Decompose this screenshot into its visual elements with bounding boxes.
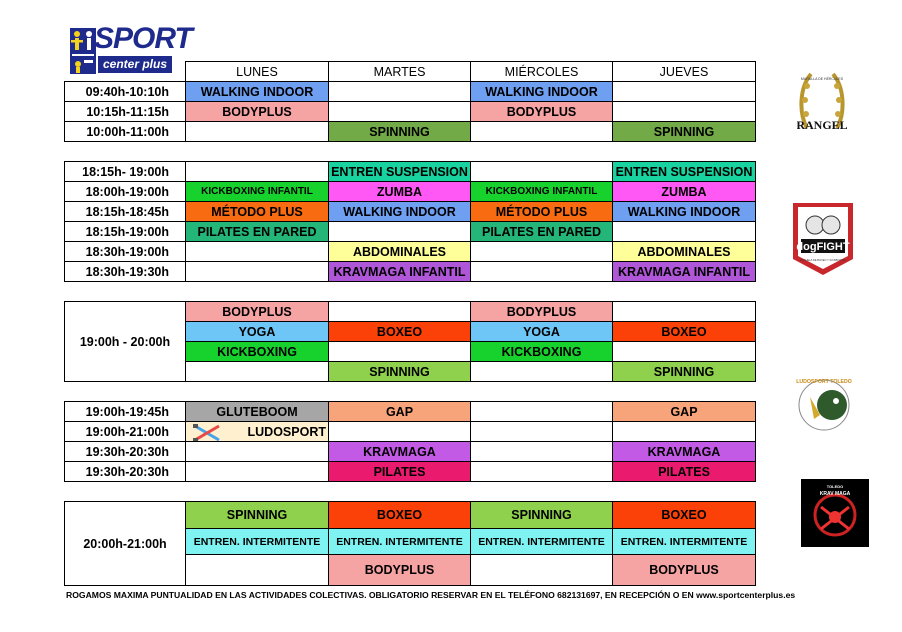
- class-cell: PILATES: [329, 462, 471, 482]
- class-cell: [186, 462, 329, 482]
- class-cell: SPINNING: [471, 502, 613, 529]
- table-row: [65, 502, 756, 529]
- day-header-lunes: LUNES: [186, 62, 329, 82]
- table-row: [65, 182, 756, 202]
- table-row: [65, 202, 756, 222]
- table-row: [65, 262, 756, 282]
- time-slot: 19:00h-21:00h: [65, 422, 186, 442]
- class-cell: [471, 362, 613, 382]
- class-cell: [471, 122, 613, 142]
- time-slot: 18:30h-19:00h: [65, 242, 186, 262]
- laurel-wreath-icon: [797, 66, 847, 140]
- class-cell: KICKBOXING INFANTIL: [471, 182, 613, 202]
- class-cell: [186, 162, 329, 182]
- class-cell: [613, 102, 756, 122]
- class-cell: MÉTODO PLUS: [471, 202, 613, 222]
- class-cell: BODYPLUS: [329, 555, 471, 586]
- class-cell: [471, 162, 613, 182]
- class-cell: WALKING INDOOR: [471, 82, 613, 102]
- class-cell: [329, 102, 471, 122]
- class-cell: BOXEO: [329, 322, 471, 342]
- time-slot: 20:00h-21:00h: [65, 502, 186, 586]
- class-cell: BODYPLUS: [186, 302, 329, 322]
- time-slot: 18:15h- 19:00h: [65, 162, 186, 182]
- ludosport-emblem-icon: [788, 375, 860, 435]
- class-cell: YOGA: [186, 322, 329, 342]
- class-cell: [613, 302, 756, 322]
- class-cell: [329, 302, 471, 322]
- class-cell: ZUMBA: [329, 182, 471, 202]
- shield-icon: [791, 201, 855, 277]
- class-cell: [186, 362, 329, 382]
- table-row: [65, 462, 756, 482]
- kravmaga-name-text: KRAV MAGA: [819, 491, 851, 497]
- class-cell: [471, 422, 613, 442]
- class-cell: [471, 442, 613, 462]
- class-cell: PILATES EN PARED: [186, 222, 329, 242]
- class-cell: [471, 402, 613, 422]
- table-row: [65, 442, 756, 462]
- table-row: [65, 402, 756, 422]
- logo-center-plus-text: center plus: [98, 56, 172, 73]
- class-cell: SPINNING: [613, 122, 756, 142]
- class-cell: PILATES: [613, 462, 756, 482]
- class-cell: KRAVMAGA: [613, 442, 756, 462]
- class-cell: [329, 82, 471, 102]
- class-cell: BODYPLUS: [471, 102, 613, 122]
- time-slot: 19:30h-20:30h: [65, 442, 186, 462]
- class-cell: SPINNING: [613, 362, 756, 382]
- class-cell: WALKING INDOOR: [329, 202, 471, 222]
- class-cell: [613, 82, 756, 102]
- class-cell: BOXEO: [329, 502, 471, 529]
- ludosport-name-text: LUDOSPORT TOLEDO: [796, 379, 852, 385]
- logo-sport-text: SPORT: [94, 22, 192, 55]
- kravmaga-emblem-icon: [801, 479, 869, 547]
- table-row: [65, 162, 756, 182]
- ludosport-logo: [788, 375, 860, 435]
- class-cell: GAP: [329, 402, 471, 422]
- class-cell: [186, 122, 329, 142]
- class-cell: [613, 222, 756, 242]
- class-cell: BOXEO: [613, 502, 756, 529]
- class-cell: KRAVMAGA INFANTIL: [329, 262, 471, 282]
- class-cell: KICKBOXING: [471, 342, 613, 362]
- table-row: [65, 302, 756, 322]
- class-cell: ENTREN. INTERMITENTE: [329, 529, 471, 555]
- class-cell: [329, 342, 471, 362]
- dogfight-sub-text: ESCUELA DE BOXEO Y KICKBOXING: [800, 259, 846, 262]
- class-cell: SPINNING: [186, 502, 329, 529]
- time-slot: 18:30h-19:30h: [65, 262, 186, 282]
- class-cell: GAP: [613, 402, 756, 422]
- day-header-jueves: JUEVES: [613, 62, 756, 82]
- time-slot: 19:30h-20:30h: [65, 462, 186, 482]
- schedule-block-evening-2: [64, 401, 756, 482]
- class-label: LUDOSPORT: [247, 424, 326, 439]
- class-cell: [329, 222, 471, 242]
- class-cell: BOXEO: [613, 322, 756, 342]
- class-cell: [471, 262, 613, 282]
- class-cell: SPINNING: [329, 362, 471, 382]
- class-cell: BODYPLUS: [471, 302, 613, 322]
- class-cell: [329, 422, 471, 442]
- class-cell: BODYPLUS: [613, 555, 756, 586]
- class-cell: ZUMBA: [613, 182, 756, 202]
- rangel-top-text: MURALLA DE HÉRCULES: [800, 77, 844, 81]
- class-cell: [186, 242, 329, 262]
- class-cell: GLUTEBOOM: [186, 402, 329, 422]
- class-cell: BODYPLUS: [186, 102, 329, 122]
- table-row: [65, 102, 756, 122]
- time-slot: 10:15h-11:15h: [65, 102, 186, 122]
- class-cell: ENTREN. INTERMITENTE: [186, 529, 329, 555]
- rangel-logo: [797, 66, 847, 140]
- table-row: [65, 242, 756, 262]
- day-header-martes: MARTES: [329, 62, 471, 82]
- class-cell: ABDOMINALES: [329, 242, 471, 262]
- time-slot: 19:00h - 20:00h: [65, 302, 186, 382]
- class-cell: [186, 555, 329, 586]
- class-cell: ENTREN SUSPENSION: [613, 162, 756, 182]
- time-slot: 18:15h-18:45h: [65, 202, 186, 222]
- time-slot: 09:40h-10:10h: [65, 82, 186, 102]
- table-row: [65, 422, 756, 442]
- class-cell: [471, 462, 613, 482]
- schedule-block-night: [64, 501, 756, 586]
- class-cell: KRAVMAGA: [329, 442, 471, 462]
- class-cell: KICKBOXING INFANTIL: [186, 182, 329, 202]
- schedule-block-morning: [64, 61, 756, 142]
- time-slot: 19:00h-19:45h: [65, 402, 186, 422]
- class-cell: ENTREN. INTERMITENTE: [613, 529, 756, 555]
- rangel-name-text: RANGEL: [797, 118, 847, 132]
- schedule-block-afternoon: [64, 161, 756, 282]
- time-slot: 10:00h-11:00h: [65, 122, 186, 142]
- class-cell: MÉTODO PLUS: [186, 202, 329, 222]
- day-header-miercoles: MIÉRCOLES: [471, 62, 613, 82]
- header-empty: [65, 62, 186, 82]
- class-cell: KICKBOXING: [186, 342, 329, 362]
- class-cell: ABDOMINALES: [613, 242, 756, 262]
- class-cell: YOGA: [471, 322, 613, 342]
- time-slot: 18:00h-19:00h: [65, 182, 186, 202]
- class-cell: [613, 342, 756, 362]
- time-slot: 18:15h-19:00h: [65, 222, 186, 242]
- footer-notice: ROGAMOS MAXIMA PUNTUALIDAD EN LAS ACTIVIDADES COLECTIVAS. OBLIGATORIO RESERVAR EN EL TELÉFONO 682131697, EN RECEPCIÓN O EN www.sportcenterplus.es: [66, 590, 796, 600]
- crossed-swords-icon: [192, 423, 224, 442]
- class-cell: PILATES EN PARED: [471, 222, 613, 242]
- table-row: [65, 82, 756, 102]
- class-cell: ENTREN. INTERMITENTE: [471, 529, 613, 555]
- table-row: [65, 122, 756, 142]
- class-cell: [471, 555, 613, 586]
- class-cell: [186, 262, 329, 282]
- class-cell: [186, 442, 329, 462]
- class-cell: [613, 422, 756, 442]
- kravmaga-top-text: TOLEDO: [826, 484, 844, 489]
- table-row: [65, 222, 756, 242]
- class-cell: KRAVMAGA INFANTIL: [613, 262, 756, 282]
- class-cell: SPINNING: [329, 122, 471, 142]
- schedule-block-evening-1: [64, 301, 756, 382]
- dogfight-name-text: dogFIGHT: [796, 241, 850, 253]
- kravmaga-logo: [801, 479, 869, 547]
- class-cell: ENTREN SUSPENSION: [329, 162, 471, 182]
- class-cell-ludosport: [186, 422, 329, 442]
- class-cell: WALKING INDOOR: [613, 202, 756, 222]
- dogfight-logo: [791, 201, 855, 277]
- class-cell: [471, 242, 613, 262]
- class-cell: WALKING INDOOR: [186, 82, 329, 102]
